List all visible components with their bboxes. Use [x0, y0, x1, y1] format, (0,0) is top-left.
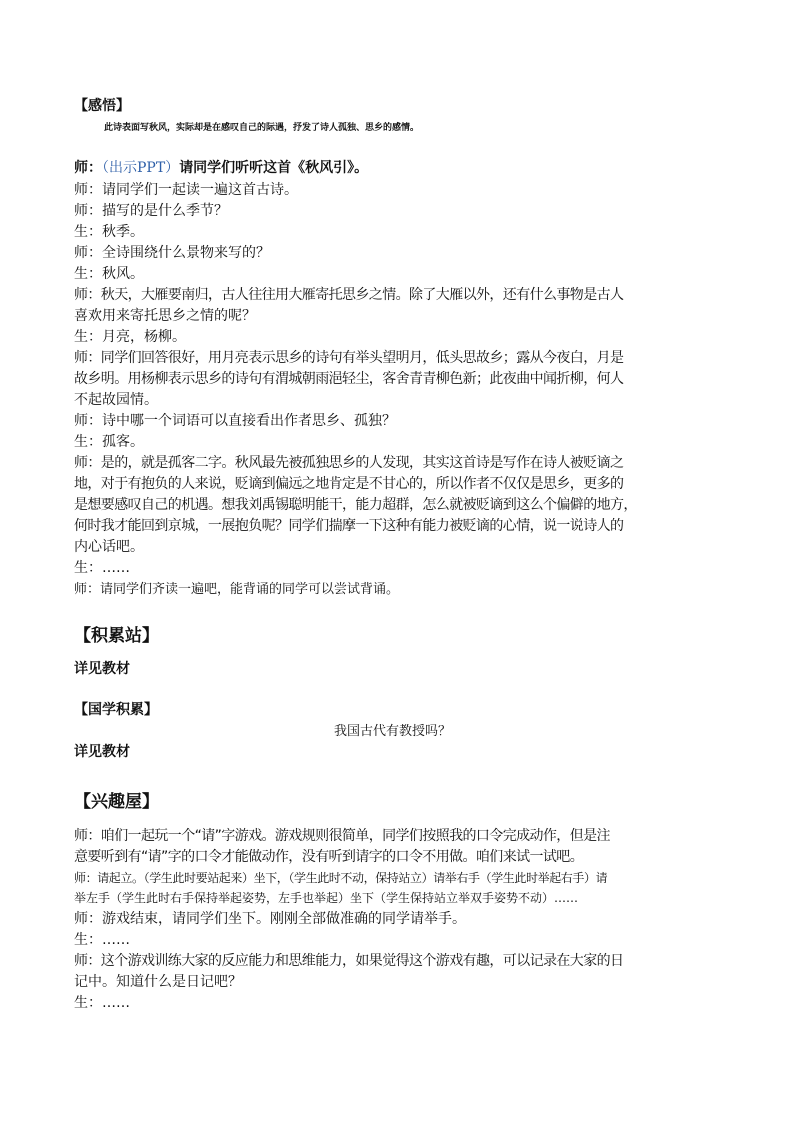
section-heading-guoxue: 【国学积累】: [74, 702, 158, 718]
dialogue-line: 师：同学们回答很好，用月亮表示思乡的诗句有举头望明月，低头思故乡；露从今夜白，月是: [74, 350, 624, 366]
dialogue-line: 师：描写的是什么季节？: [74, 203, 228, 219]
dialogue-line: 不起故园情。: [74, 392, 158, 408]
dialogue-line: 师：全诗围绕什么景物来写的？: [74, 245, 270, 261]
dialogue-line: 喜欢用来寄托思乡之情的呢？: [74, 308, 256, 324]
intro-text: 请同学们听听这首《秋风引》。: [179, 160, 369, 176]
dialogue-line: 师：请同学们齐读一遍吧，能背诵的同学可以尝试背诵。: [74, 582, 400, 597]
dialogue-line: 师：请同学们一起读一遍这首古诗。: [74, 182, 298, 198]
dialogue-line: 内心话吧。: [74, 539, 144, 555]
dialogue-line: 是想要感叹自己的机遇。想我刘禹锡聪明能干，能力超群，怎么就被贬谪到这么个偏僻的地方，: [74, 497, 637, 513]
guoxue-question: 我国古代有教授吗？: [334, 724, 452, 739]
dialogue-line: 生：……: [74, 560, 130, 576]
dialogue-intro: [74, 158, 724, 179]
dialogue-line: 何时我才能回到京城，一展抱负呢？同学们揣摩一下这种有能力被贬谪的心情，说一说诗人的: [74, 518, 624, 534]
xingqu-line: 生：……: [74, 932, 130, 948]
xingqu-line: 师：游戏结束，请同学们坐下。刚刚全部做准确的同学请举手。: [74, 911, 466, 927]
guoxue-text: 详见教材: [74, 744, 130, 760]
xingqu-line: 师：这个游戏训练大家的反应能力和思维能力，如果觉得这个游戏有趣，可以记录在大家的日: [74, 953, 624, 969]
dialogue-line: 故乡明。用杨柳表示思乡的诗句有渭城朝雨浥轻尘，客舍青青柳色新；此夜曲中闻折柳，何人: [74, 371, 624, 387]
section-heading-jilei: 【积累站】: [74, 626, 159, 646]
dialogue-line: 生：月亮，杨柳。: [74, 329, 186, 345]
xingqu-line: 师：咱们一起玩一个“请”字游戏。游戏规则很简单，同学们按照我的口令完成动作，但是注: [74, 828, 610, 844]
dialogue-line: 地，对于有抱负的人来说，贬谪到偏远之地肯定是不甘心的，所以作者不仅仅是思乡，更多的: [74, 476, 624, 492]
xingqu-line: 生：……: [74, 995, 130, 1011]
dialogue-line: 师：诗中哪一个词语可以直接看出作者思乡、孤独？: [74, 413, 396, 429]
xingqu-small-line: 师：请起立。（学生此时要站起来）坐下，（学生此时不动，保持站立）请举右手（学生此时举起右手）请: [74, 871, 608, 885]
dialogue-line: 生：秋季。: [74, 224, 144, 240]
section-heading-ganwu: 【感悟】: [74, 98, 130, 114]
xingqu-line: 意要听到有“请”字的口令才能做动作，没有听到请字的口令不用做。咱们来试一试吧。: [74, 849, 584, 865]
ganwu-body: 此诗表面写秋风，实际却是在感叹自己的际遇，抒发了诗人孤独、思乡的感情。: [104, 123, 420, 133]
xingqu-line: 记中。知道什么是日记吧？: [74, 974, 242, 990]
section-heading-xingqu: 【兴趣屋】: [74, 792, 159, 812]
intro-speaker: 师：: [74, 160, 102, 176]
intro-note: （出示PPT）: [102, 160, 180, 176]
dialogue-line: 生：孤客。: [74, 434, 144, 450]
dialogue-line: 师：秋天，大雁要南归，古人往往用大雁寄托思乡之情。除了大雁以外，还有什么事物是古人: [74, 287, 624, 303]
jilei-text: 详见教材: [74, 661, 130, 677]
dialogue-line: 生：秋风。: [74, 266, 144, 282]
xingqu-small-line: 举左手（学生此时右手保持举起姿势，左手也举起）坐下（学生保持站立举双手姿势不动）……: [74, 891, 579, 905]
dialogue-line: 师：是的，就是孤客二字。秋风最先被孤独思乡的人发现，其实这首诗是写作在诗人被贬谪之: [74, 455, 624, 471]
